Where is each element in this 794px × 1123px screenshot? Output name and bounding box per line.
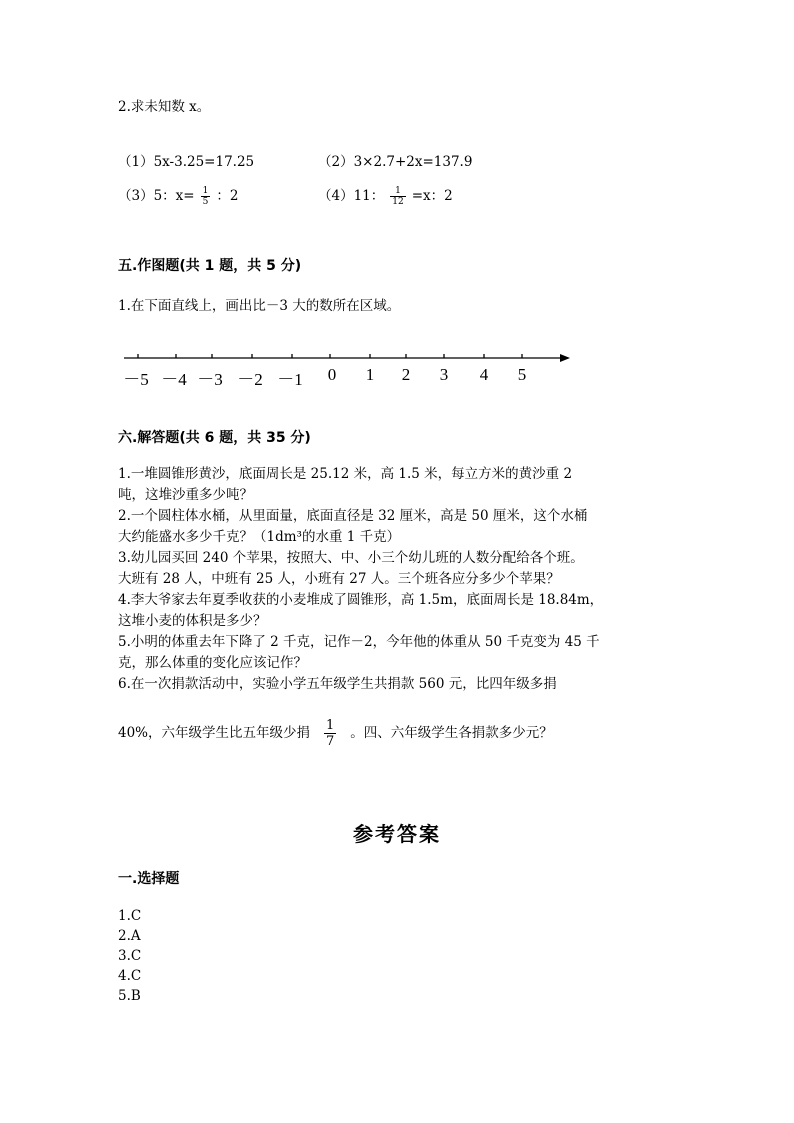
number-line-label: 4 [479, 365, 489, 384]
q6-prefix: 40%，六年级学生比五年级少捐 [118, 725, 311, 741]
question-line: 吨，这堆沙重多少吨？ [118, 487, 253, 503]
fraction-one-fifth [201, 186, 211, 207]
number-line-labels [0, 365, 794, 389]
answer-item: 1.C [118, 908, 142, 924]
number-line-label: 2 [401, 365, 411, 384]
question-line: 5.小明的体重去年下降了 2 千克，记作－2，今年他的体重从 50 千克变为 45 千 [118, 634, 600, 650]
question-line: 大约能盛水多少千克？（1dm³的水重 1 千克） [118, 529, 401, 545]
question-line: 这堆小麦的体积是多少？ [118, 613, 267, 629]
answer-item: 4.C [118, 968, 142, 984]
fraction-numerator: 1 [395, 186, 401, 196]
equation-2: （2）3×2.7+2x=137.9 [318, 154, 473, 170]
equation-4-prefix: （4）11： [318, 188, 385, 204]
fraction-denominator: 7 [326, 734, 335, 749]
answer-item: 2.A [118, 928, 141, 944]
answer-section-heading: 一.选择题 [118, 871, 180, 887]
number-line-label: －2 [237, 370, 263, 389]
fraction-one-twelfth [390, 186, 405, 207]
answer-questions [118, 464, 603, 695]
answer-list [118, 906, 141, 1006]
equation-3-suffix: ：2 [216, 188, 239, 204]
question-heading: 2.求未知数 x。 [118, 99, 211, 115]
equation-4-suffix: =x：2 [411, 188, 453, 204]
number-line-label: 5 [517, 365, 527, 384]
number-line-label: 1 [365, 365, 375, 384]
fraction-one-seventh [324, 718, 336, 749]
question-line: 3.幼儿园买回 240 个苹果，按照大、中、小三个幼儿班的人数分配给各个班。 [118, 550, 584, 566]
number-line-label: －3 [197, 370, 223, 389]
fraction-denominator: 12 [392, 197, 404, 207]
equation-3-prefix: （3）5：x= [118, 188, 195, 204]
question-line: 6.在一次捐款活动中，实验小学五年级学生共捐款 560 元，比四年级多捐 [118, 676, 557, 692]
number-line-arrow-icon [560, 354, 570, 362]
answer-item: 5.B [118, 988, 141, 1004]
fraction-denominator: 5 [202, 197, 209, 207]
q6-suffix: 。四、六年级学生各捐款多少元？ [350, 725, 553, 741]
number-line-label: －5 [123, 370, 149, 389]
question-6-last-line [118, 718, 553, 749]
number-line-label: 0 [327, 365, 337, 384]
fraction-numerator: 1 [326, 718, 335, 733]
equation-3 [118, 186, 238, 207]
equation-1: （1）5x-3.25=17.25 [118, 154, 255, 170]
equation-4 [318, 186, 453, 207]
answer-title: 参考答案 [353, 822, 441, 846]
question-line: 2.一个圆柱体水桶，从里面量，底面直径是 32 厘米，高是 50 厘米，这个水桶 [118, 508, 588, 524]
fraction-numerator: 1 [202, 186, 209, 196]
number-line-label: －4 [161, 370, 187, 389]
question-line: 4.李大爷家去年夏季收获的小麦堆成了圆锥形，高 1.5m，底面周长是 18.84m， [118, 592, 604, 608]
number-line-label: 3 [439, 365, 449, 384]
answer-item: 3.C [118, 948, 142, 964]
section-six-heading: 六.解答题(共 6 题，共 35 分) [118, 430, 311, 446]
question-line: 大班有 28 人，中班有 25 人，小班有 27 人。三个班各应分多少个苹果？ [118, 571, 560, 587]
section-five-heading: 五.作图题(共 1 题，共 5 分) [118, 258, 302, 274]
question-line: 1.一堆圆锥形黄沙，底面周长是 25.12 米，高 1.5 米，每立方米的黄沙重 2 [118, 466, 573, 482]
drawing-question-1: 1.在下面直线上，画出比－3 大的数所在区域。 [118, 298, 401, 314]
question-line: 克，那么体重的变化应该记作？ [118, 655, 307, 671]
number-line-label: －1 [277, 370, 303, 389]
